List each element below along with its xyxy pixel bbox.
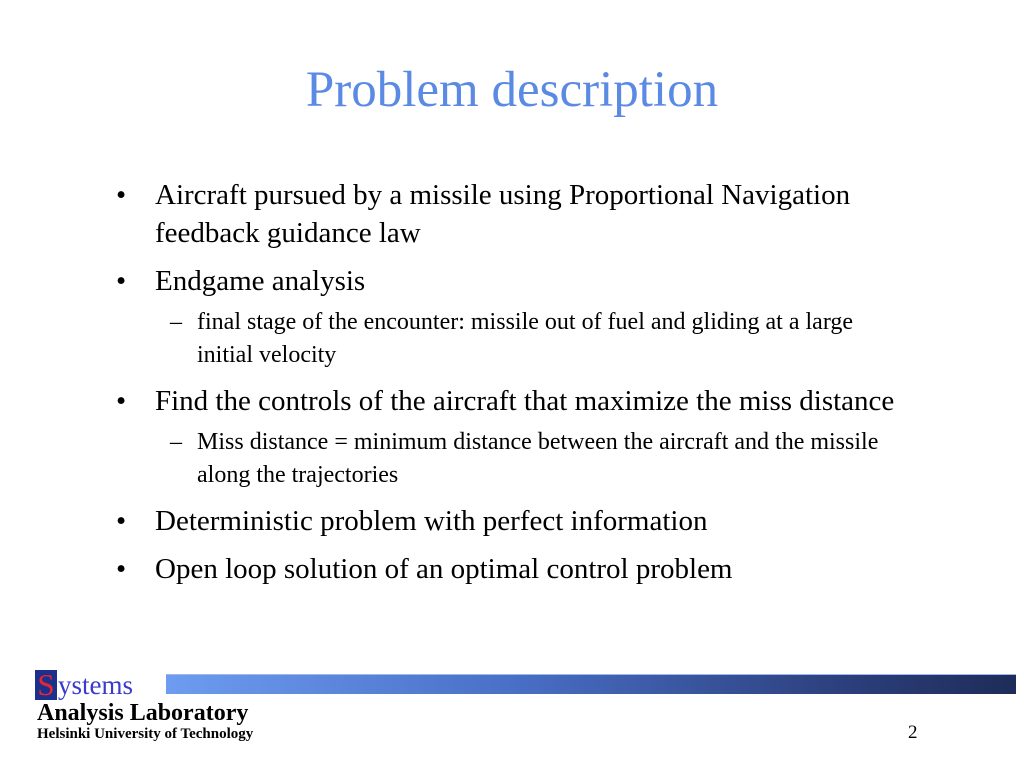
sub-bullet-text: final stage of the encounter: missile out of fuel and gliding at a large initial velocity: [197, 309, 854, 368]
bullet-marker: •: [116, 179, 127, 211]
logo-gradient-bar: [166, 674, 1016, 694]
bullet-text: Endgame analysis: [155, 265, 366, 297]
bullet-text: Open loop solution of an optimal control problem: [155, 553, 733, 585]
bullet-item: [112, 382, 912, 420]
logo-word: ystems: [58, 670, 134, 700]
sub-bullet-marker: –: [170, 309, 182, 335]
bullet-list: [112, 176, 912, 598]
page-number: 2: [908, 722, 918, 743]
bullet-text: Aircraft pursued by a missile using Proportional Navigation feedback guidance law: [155, 179, 851, 249]
bullet-marker: •: [116, 385, 127, 417]
bullet-marker: •: [116, 265, 127, 297]
bullet-text: Find the controls of the aircraft that maximize the miss distance: [155, 385, 895, 417]
bullet-item: [112, 502, 912, 540]
logo-s-letter: S: [35, 670, 57, 700]
bullet-item: [112, 550, 912, 588]
sub-bullet-item: [112, 306, 912, 372]
sub-bullet-marker: –: [170, 429, 182, 455]
bullet-marker: •: [116, 505, 127, 537]
sub-bullet-text: Miss distance = minimum distance between the aircraft and the missile along the trajectories: [197, 429, 879, 488]
systems-logo: [35, 664, 133, 700]
logo-lab-name: Analysis Laboratory: [37, 700, 249, 726]
bullet-item: [112, 176, 912, 252]
bullet-text: Deterministic problem with perfect information: [155, 505, 708, 537]
sub-bullet-item: [112, 426, 912, 492]
logo-university: Helsinki University of Technology: [37, 726, 254, 742]
bullet-marker: •: [116, 553, 127, 585]
slide-title: Problem description: [305, 62, 719, 118]
bullet-item: [112, 262, 912, 300]
